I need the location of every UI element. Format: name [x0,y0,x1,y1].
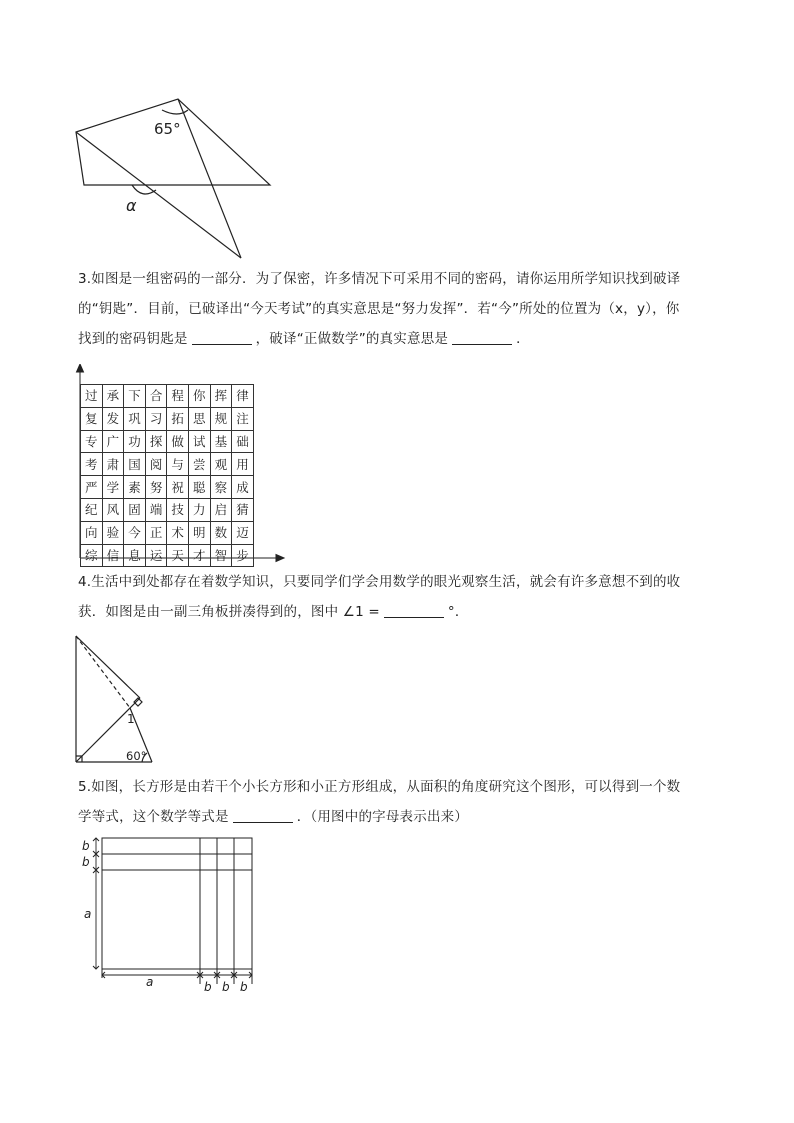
grid-cell: 下 [124,385,146,408]
grid-cell: 固 [124,498,146,521]
grid-cell: 严 [81,476,103,499]
label-b-bottom-2: b [222,980,230,994]
grid-cell: 专 [81,430,103,453]
q4-line-2 [78,597,718,627]
grid-cell: 程 [167,385,189,408]
grid-cell: 风 [102,498,124,521]
grid-cell: 规 [210,407,232,430]
label-b-bottom-3: b [240,980,248,994]
q3-line-3 [78,324,718,354]
grid-cell: 察 [210,476,232,499]
answer-blank-meaning[interactable] [452,330,512,345]
grid-cell: 猜 [232,498,254,521]
grid-cell: 探 [145,430,167,453]
q3-line-3-b: ，破译“正做数学”的真实意思是 [255,331,449,347]
angle-label-60: 60° [126,749,147,763]
grid-cell: 成 [232,476,254,499]
q5-line-2-b: ．（用图中的字母表示出来） [296,809,469,825]
grid-cell: 纪 [81,498,103,521]
grid-cell: 试 [188,430,210,453]
cipher-grid [80,384,254,567]
grid-cell: 肃 [102,453,124,476]
grid-cell: 数 [210,521,232,544]
grid-cell: 正 [145,521,167,544]
q5-line-2-a: 学等式，这个数学等式是 [78,809,229,825]
grid-cell: 注 [232,407,254,430]
y-axis-arrow-icon [77,364,84,372]
figure-area-rectangle [76,832,262,998]
grid-cell: 祝 [167,476,189,499]
grid-cell: 做 [167,430,189,453]
grid-cell: 术 [167,521,189,544]
q3-line-1: 3.如图是一组密码的一部分．为了保密，许多情况下可采用不同的密码，请你运用所学知识找到破译 [78,271,681,287]
grid-cell: 步 [232,544,254,567]
grid-cell: 律 [232,385,254,408]
q3-line-2: 的“钥匙”．目前，已破译出“今天考试”的真实意思是“努力发挥”．若“今”所处的位置为（x，y），你 [78,301,680,317]
grid-cell: 阅 [145,453,167,476]
figure-set-squares [72,632,162,766]
q4-line-2-a: 获．如图是由一副三角板拼凑得到的，图中 ∠1 = [78,604,380,620]
answer-blank-key[interactable] [192,330,252,345]
grid-cell: 国 [124,453,146,476]
grid-cell: 用 [232,453,254,476]
grid-cell: 学 [102,476,124,499]
angle-label-1: 1 [127,712,135,726]
grid-cell: 力 [188,498,210,521]
q4-line-2-b: °． [447,604,469,620]
figure-triangles-65 [70,92,280,262]
grid-cell: 息 [124,544,146,567]
grid-cell: 素 [124,476,146,499]
question-5 [78,772,718,832]
grid-cell: 今 [124,521,146,544]
grid-cell: 启 [210,498,232,521]
label-a-left: a [84,907,92,921]
grid-cell: 思 [188,407,210,430]
q4-line-1: 4.生活中到处都存在着数学知识，只要同学们学会用数学的眼光观察生活，就会有许多意想不到的收 [78,574,681,590]
label-b-top: b [82,839,90,853]
label-b-second: b [82,855,90,869]
grid-cell: 巩 [124,407,146,430]
grid-row [81,544,254,567]
outer-rectangle [102,838,252,969]
answer-blank-angle[interactable] [384,603,444,618]
answer-blank-equation[interactable] [233,808,293,823]
grid-cell: 尝 [188,453,210,476]
grid-cell: 广 [102,430,124,453]
grid-cell: 与 [167,453,189,476]
grid-cell: 挥 [210,385,232,408]
question-3 [78,264,718,354]
question-4 [78,567,718,627]
angle-label-alpha: α [126,196,137,215]
grid-cell: 综 [81,544,103,567]
grid-cell: 聪 [188,476,210,499]
grid-row [81,407,254,430]
q3-line-3-a: 找到的密码钥匙是 [78,331,188,347]
grid-cell: 考 [81,453,103,476]
grid-cell: 努 [145,476,167,499]
line-base-apex [84,99,178,185]
grid-cell: 功 [124,430,146,453]
grid-cell: 复 [81,407,103,430]
grid-cell: 观 [210,453,232,476]
q5-line-2 [78,802,718,832]
grid-cell: 端 [145,498,167,521]
grid-cell: 发 [102,407,124,430]
grid-cell: 迈 [232,521,254,544]
grid-cell: 过 [81,385,103,408]
x-axis-arrow-icon [276,555,284,562]
grid-cell: 础 [232,430,254,453]
grid-row [81,498,254,521]
grid-cell: 技 [167,498,189,521]
angle-label-65: 65° [154,120,181,138]
grid-cell: 承 [102,385,124,408]
grid-row [81,521,254,544]
grid-cell: 拓 [167,407,189,430]
grid-cell: 才 [188,544,210,567]
grid-row [81,453,254,476]
grid-cell: 明 [188,521,210,544]
grid-cell: 信 [102,544,124,567]
grid-cell: 习 [145,407,167,430]
dashed-line [76,636,130,708]
line-shape-a [76,99,270,185]
label-b-bottom-1: b [204,980,212,994]
q5-line-1: 5.如图，长方形是由若干个小长方形和小正方形组成，从面积的角度研究这个图形，可以得到一个数 [78,779,681,795]
grid-row [81,430,254,453]
label-a-bottom: a [146,975,154,989]
grid-cell: 验 [102,521,124,544]
grid-cell: 基 [210,430,232,453]
grid-cell: 运 [145,544,167,567]
q3-line-3-c: ． [516,331,530,347]
angle-arc-alpha [132,185,156,194]
grid-cell: 向 [81,521,103,544]
grid-row [81,476,254,499]
grid-row [81,385,254,408]
grid-cell: 你 [188,385,210,408]
grid-cell: 智 [210,544,232,567]
grid-cell: 合 [145,385,167,408]
grid-cell: 天 [167,544,189,567]
